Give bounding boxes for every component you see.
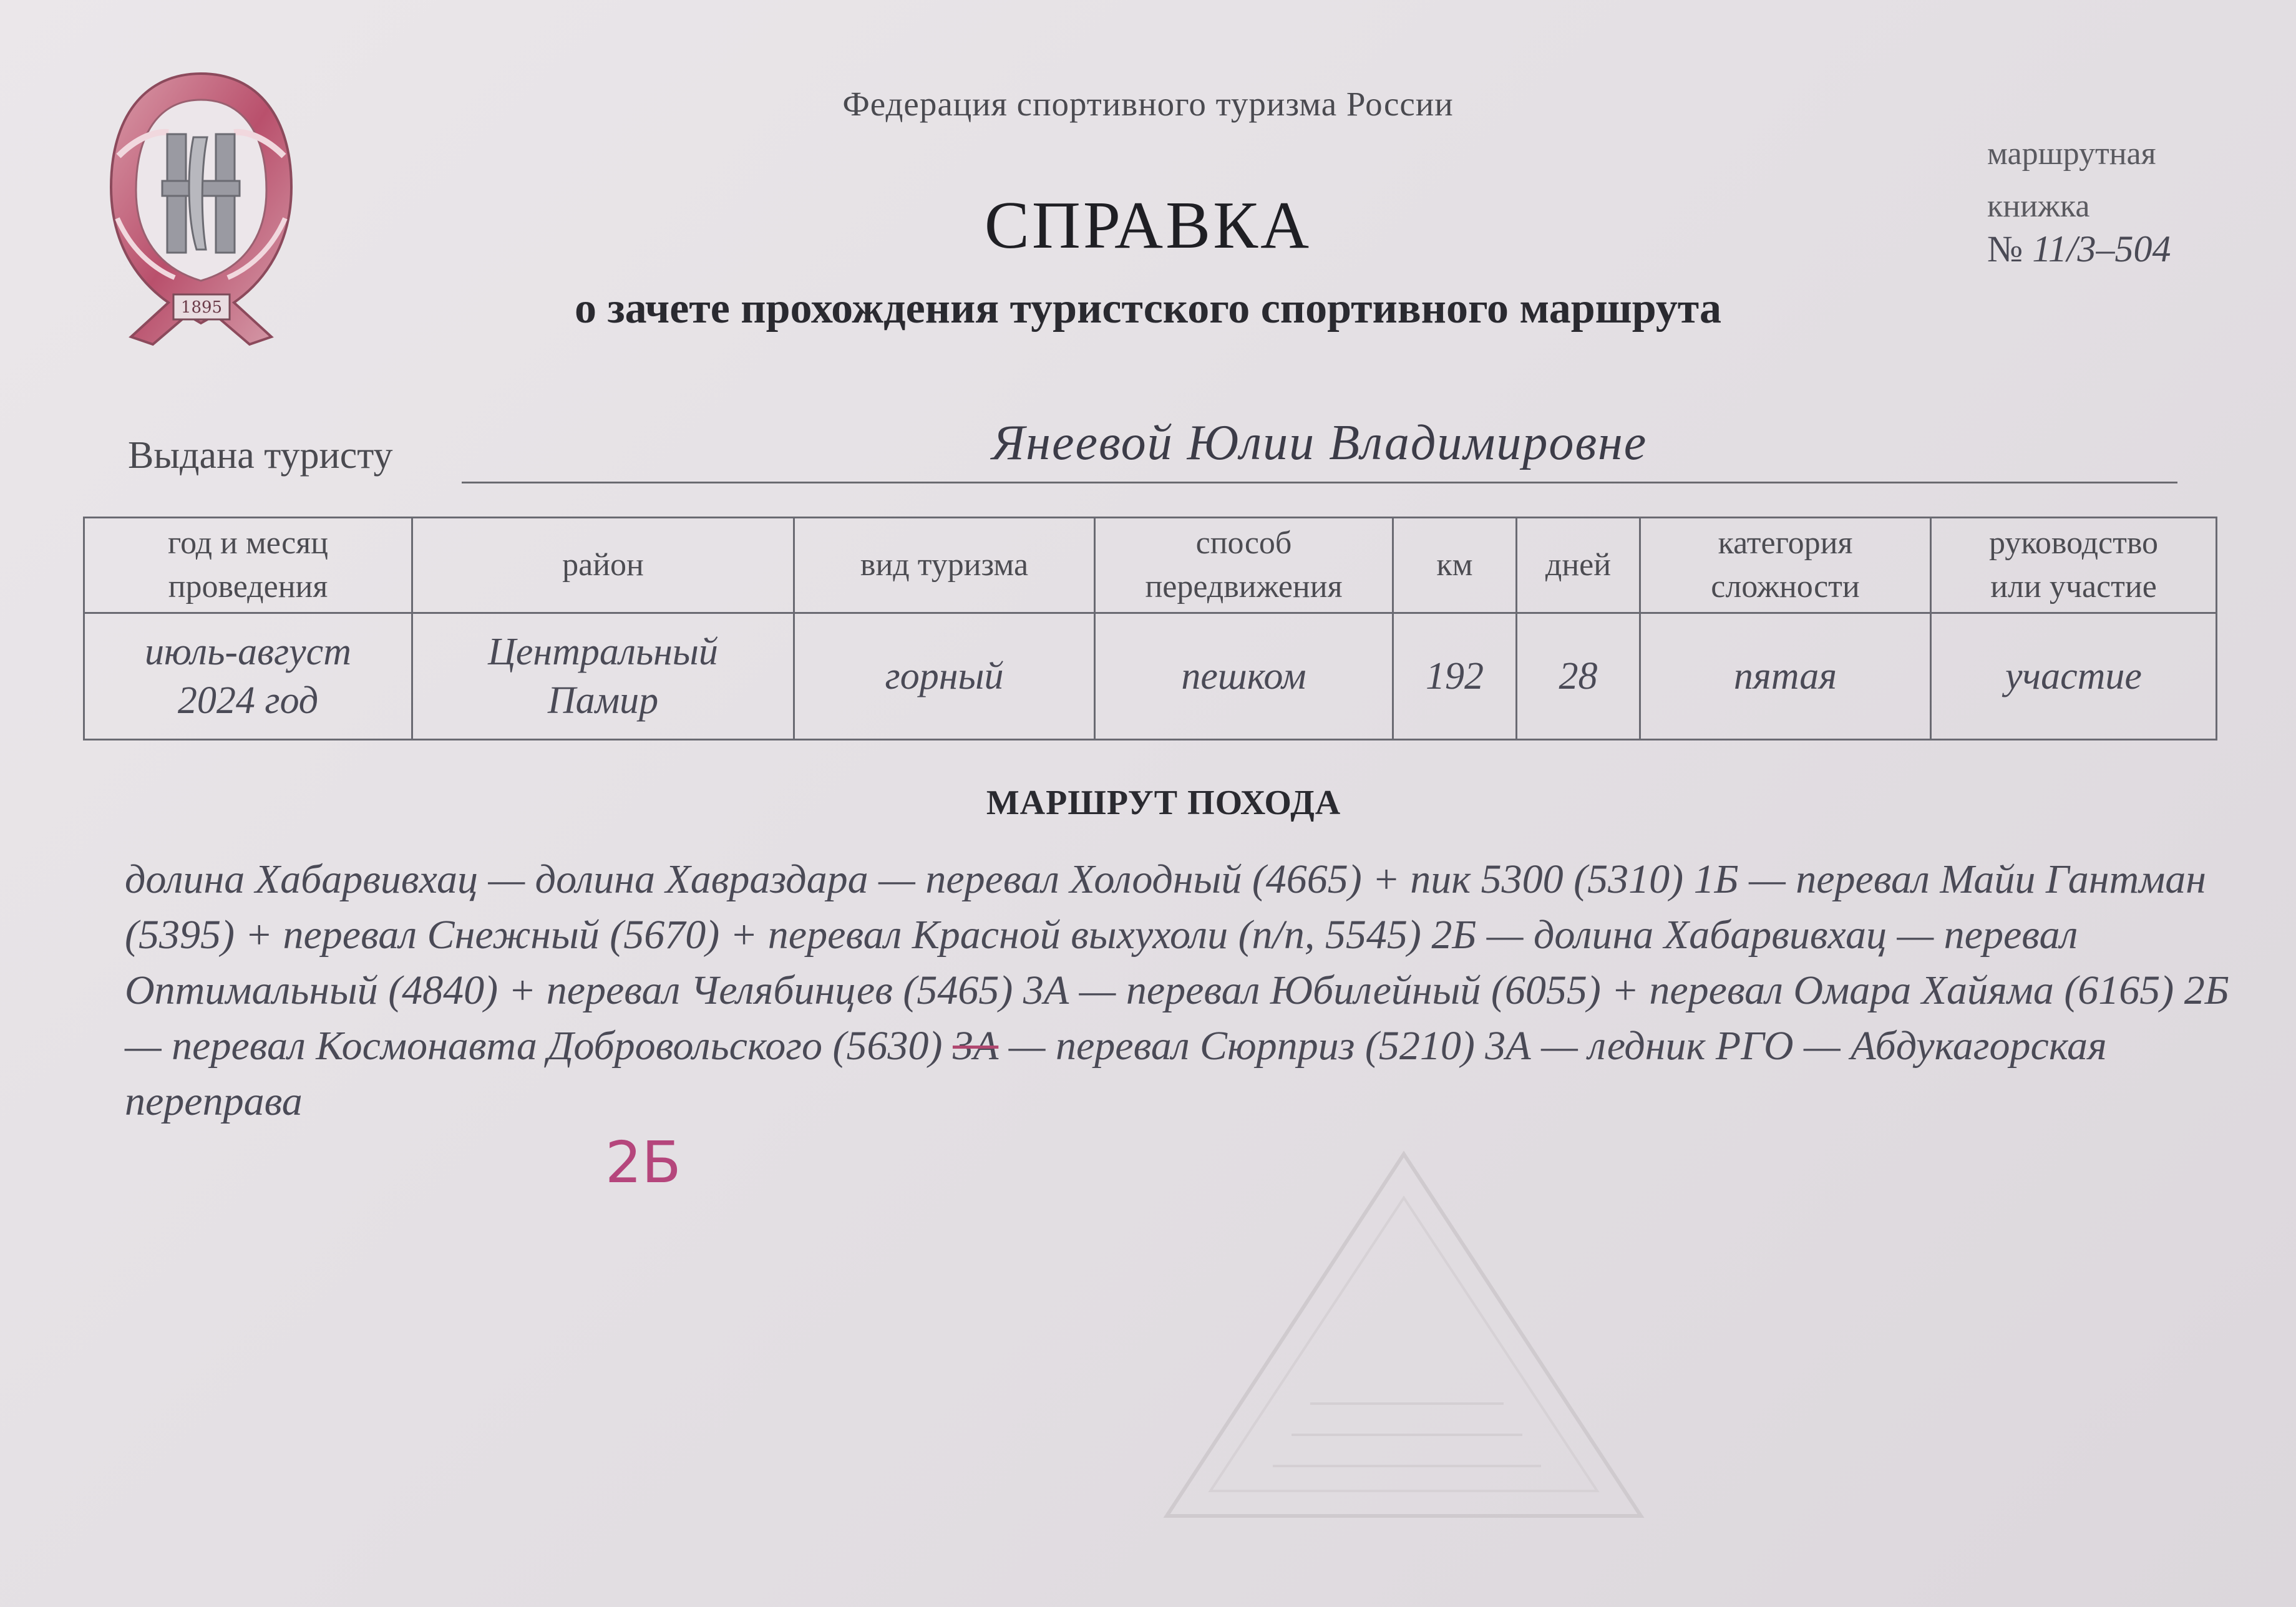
header-category-line2: сложности: [1711, 569, 1860, 604]
federation-emblem-icon: [94, 62, 309, 359]
route-table: [83, 517, 2217, 740]
cell-region-line1: Центральный: [488, 631, 718, 673]
header-tourism-type: вид туризма: [794, 518, 1095, 613]
document-title: СПРАВКА: [984, 188, 1312, 263]
cell-role: участие: [1931, 613, 2217, 740]
route-text-part2: — перевал Сюрприз (5210) 3А — ледник РГО — Абдукагорская переправа: [125, 1023, 2107, 1124]
faint-stamp-icon: [1154, 1142, 1653, 1528]
document-subtitle: о зачете прохождения туристского спортивного маршрута: [574, 284, 1722, 333]
header-movement-line1: способ: [1195, 525, 1292, 561]
cell-movement: пешком: [1095, 613, 1393, 740]
cell-date-line1: июль-август: [145, 631, 351, 673]
route-book-number-line: [1987, 228, 2171, 271]
number-sign: №: [1987, 228, 2023, 269]
cell-km: 192: [1393, 613, 1517, 740]
handwritten-correction: 2Б: [605, 1129, 681, 1196]
tourist-name: Янеевой Юлии Владимировне: [991, 415, 1648, 470]
route-book-label-line2: книжка: [1987, 188, 2090, 224]
header-category-line1: категория: [1718, 525, 1853, 561]
header-days: дней: [1517, 518, 1640, 613]
header-date-line2: проведения: [168, 569, 328, 604]
emblem-year: 1895: [180, 298, 223, 317]
cell-date-line2: 2024 год: [177, 679, 319, 722]
route-book-label: [1987, 128, 2249, 233]
struck-category: 3А: [952, 1023, 999, 1069]
header-region: район: [412, 518, 794, 613]
header-role: [1931, 518, 2217, 613]
issued-to-underline: [462, 482, 2177, 483]
cell-date: [84, 613, 412, 740]
header-movement: [1095, 518, 1393, 613]
federation-name: Федерация спортивного туризма России: [842, 85, 1454, 123]
header-km: км: [1393, 518, 1517, 613]
issued-to-label: Выдана туристу: [128, 434, 393, 477]
cell-region-line2: Памир: [547, 679, 659, 722]
table-header-row: [84, 518, 2217, 613]
cell-region: [412, 613, 794, 740]
header-role-line1: руководство: [1988, 525, 2159, 561]
header-movement-line2: передвижения: [1145, 569, 1343, 604]
route-description: [125, 852, 2234, 1129]
route-text-part1: долина Хабарвивхац — долина Хавраздара — перевал Холодный (4665) + пик 5300 (5310) 1Б — перевал Майи Гантман (5395) + перевал Снежный (5670) + перевал Красной выхухоли (п/п, 5545) 2Б — долина Хабарвивхац — перевал Оптимальный (4840) + перевал Челябинцев (5465) 3А — перевал Юбилейный (6055) + перевал Омара Хайяма (6165) 2Б — перевал Космонавта Добровольского (5630): [125, 857, 2229, 1069]
table-row: [84, 613, 2217, 740]
route-book-number: 11/3–504: [2032, 228, 2171, 269]
cell-days: 28: [1517, 613, 1640, 740]
header-date-line1: год и месяц: [168, 525, 328, 561]
cell-tourism-type: горный: [794, 613, 1095, 740]
route-table-wrapper: [83, 517, 2217, 740]
cell-category: пятая: [1640, 613, 1931, 740]
route-book-label-line1: маршрутная: [1987, 136, 2156, 172]
header-date: [84, 518, 412, 613]
route-heading: МАРШРУТ ПОХОДА: [986, 784, 1341, 822]
header-category: [1640, 518, 1931, 613]
header-role-line2: или участие: [1990, 569, 2157, 604]
